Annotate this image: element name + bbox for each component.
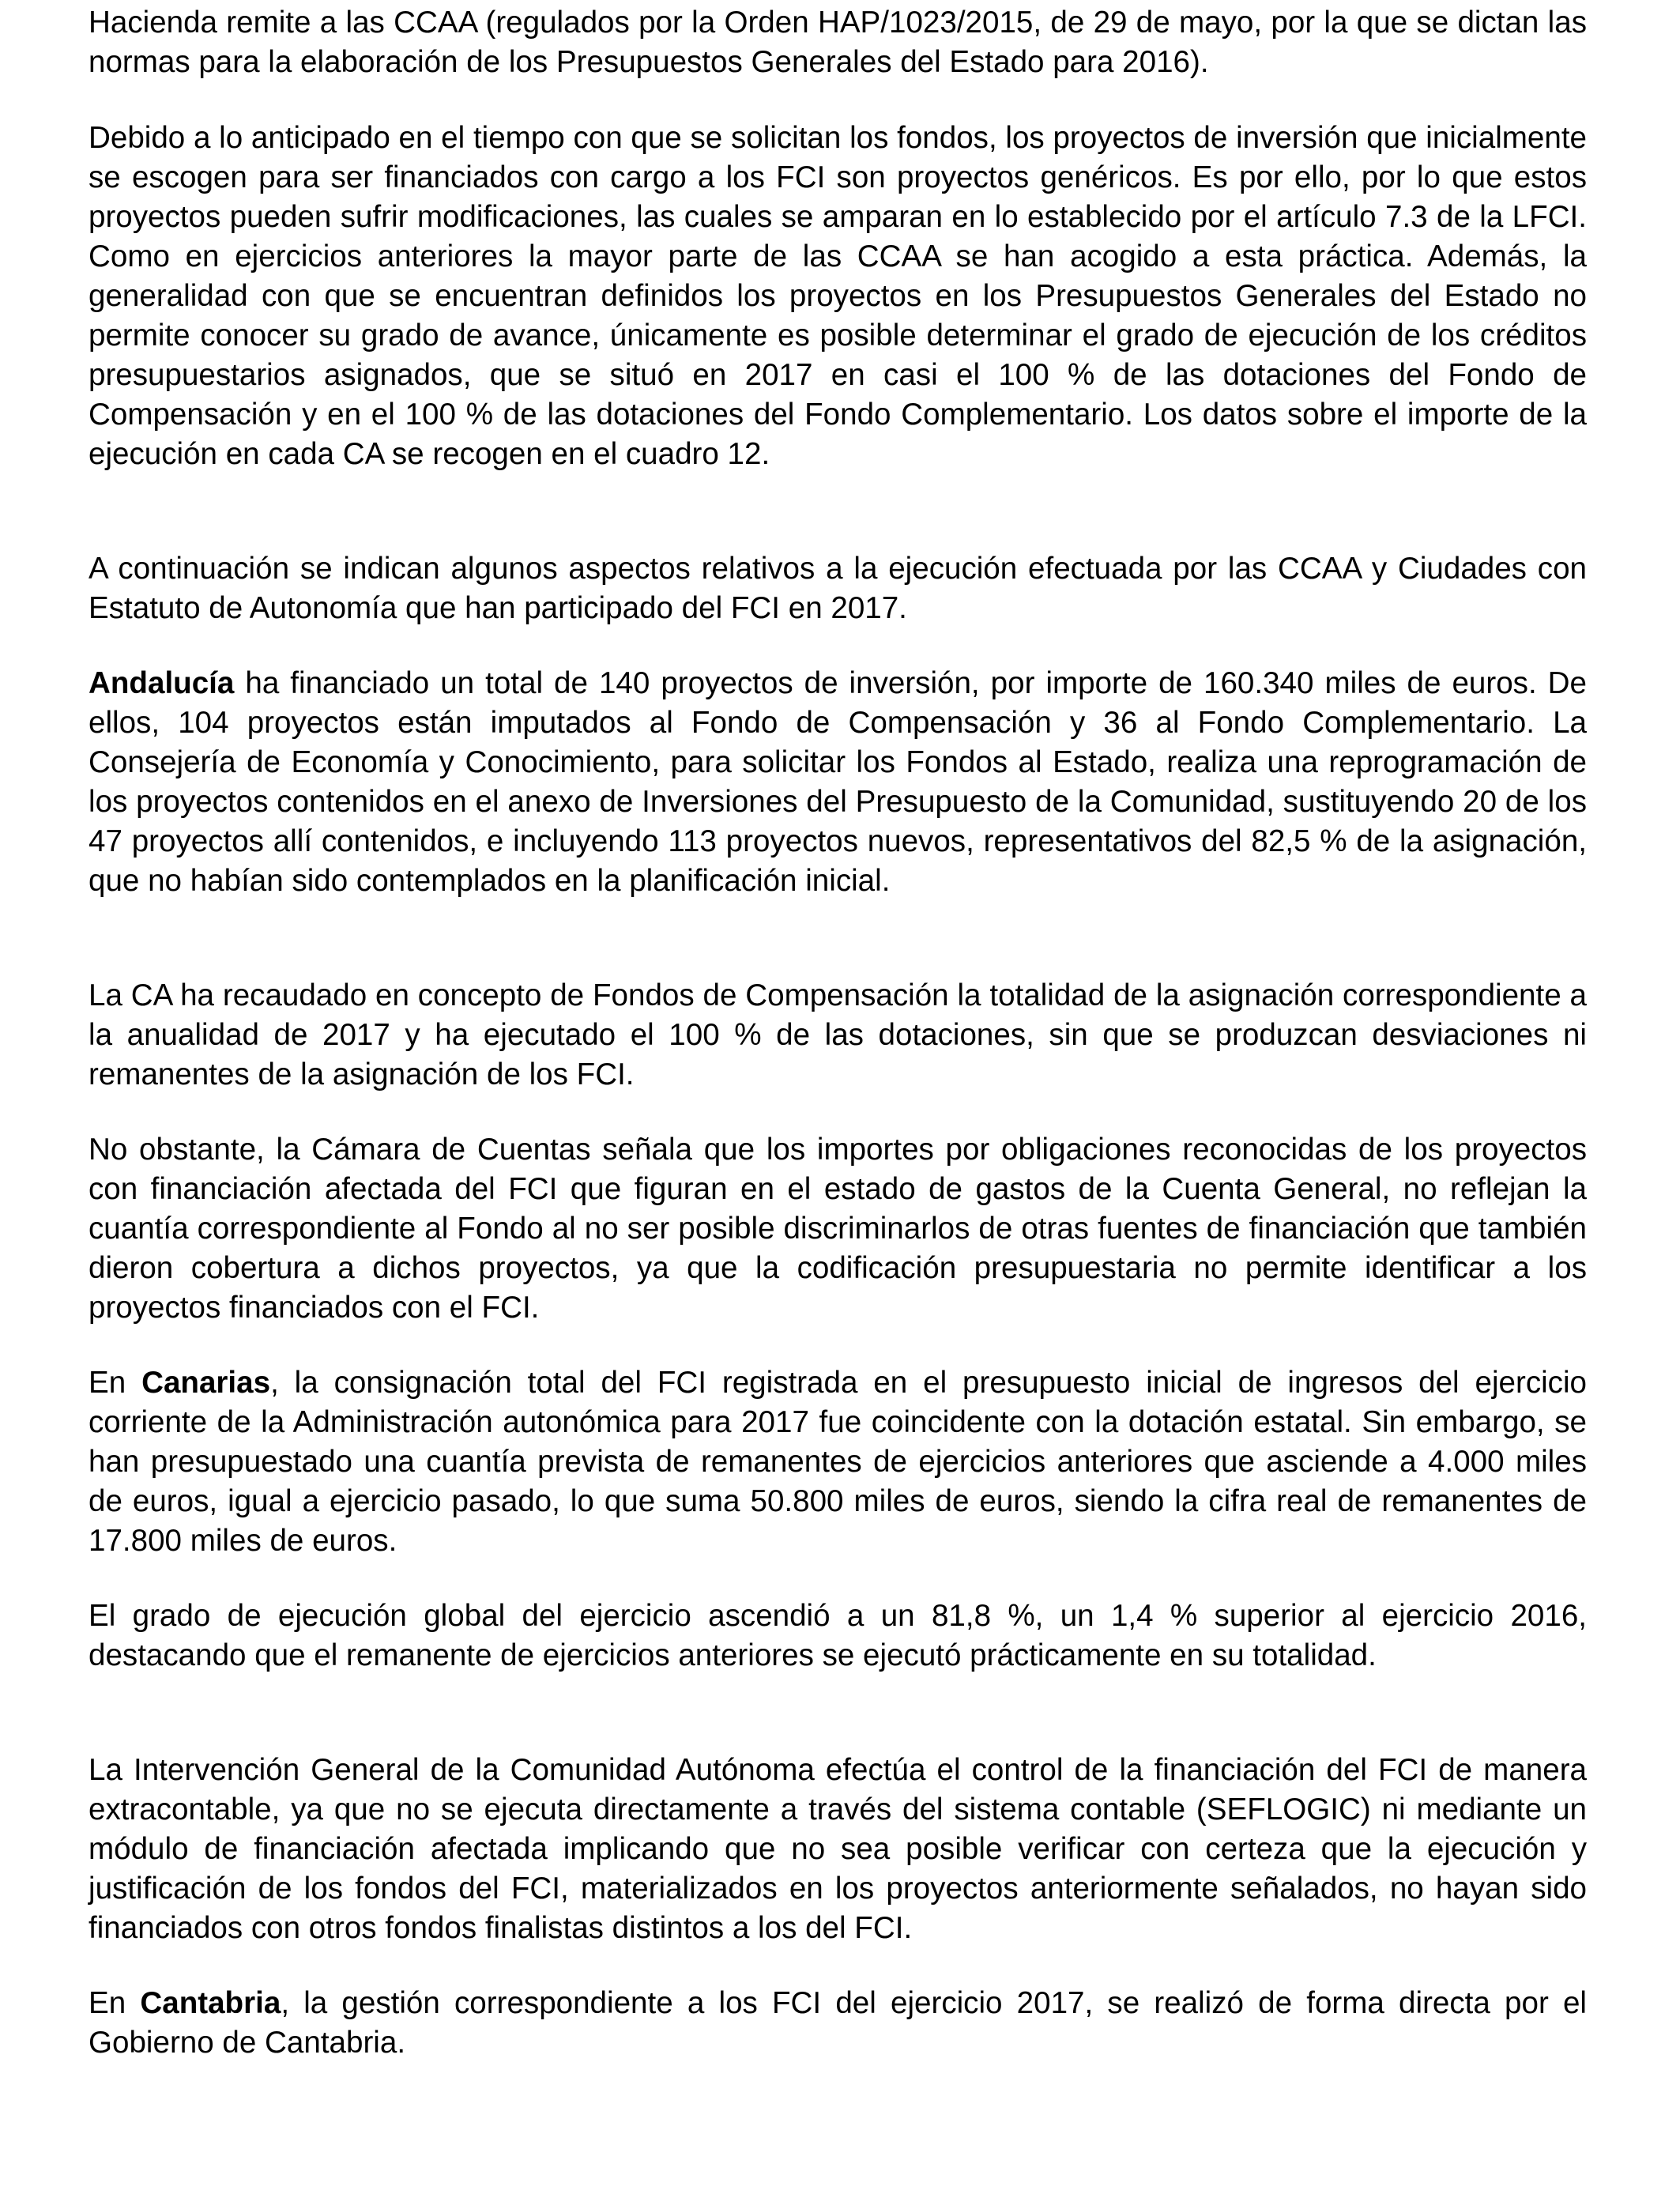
paragraph-text: La CA ha recaudado en concepto de Fondos de Compensación la totalidad de la asignación correspondiente a la anualidad de 2017 y ha ejecutado el 100 % de las dotaciones, sin que se produzcan desviaciones ni remanentes de la asignación de los FCI.	[89, 978, 1587, 1091]
paragraph-canarias	[89, 1363, 1587, 1561]
paragraph-text: La Intervención General de la Comunidad Autónoma efectúa el control de la financiación del FCI de manera extracontable, ya que no se ejecuta directamente a través del sistema contable (SEFLOGIC) ni mediante un módulo de financiación afectada implicando que no sea posible verificar con certeza que la ejecución y justificación de los fondos del FCI, materializados en los proyectos anteriormente señalados, no hayan sido financiados con otros fondos finalistas distintos a los del FCI.	[89, 1753, 1587, 1945]
paragraph	[89, 1751, 1587, 1948]
paragraph-text: A continuación se indican algunos aspectos relativos a la ejecución efectuada por las CCAA y Ciudades con Estatuto de Autonomía que han participado del FCI en 2017.	[89, 552, 1587, 625]
paragraph-prefix: En	[89, 1986, 141, 2020]
paragraph-text: El grado de ejecución global del ejercicio ascendió a un 81,8 %, un 1,4 % superior al ejercicio 2016, destacando que el remanente de ejercicios anteriores se ejecutó prácticamente en su totalidad.	[89, 1599, 1587, 1672]
paragraph	[89, 976, 1587, 1095]
paragraph-text: ha financiado un total de 140 proyectos de inversión, por importe de 160.340 miles de euros. De ellos, 104 proyectos están imputados al Fondo de Compensación y 36 al Fondo Complementario. La Consejería de Economía y Conocimiento, para solicitar los Fondos al Estado, realiza una reprogramación de los proyectos contenidos en el anexo de Inversiones del Presupuesto de la Comunidad, sustituyendo 20 de los 47 proyectos allí contenidos, e incluyendo 113 proyectos nuevos, representativos del 82,5 % de la asignación, que no habían sido contemplados en la planificación inicial.	[89, 666, 1587, 898]
paragraph-text: , la gestión correspondiente a los FCI del ejercicio 2017, se realizó de forma directa por el Gobierno de Cantabria.	[89, 1986, 1588, 2060]
paragraph-text: No obstante, la Cámara de Cuentas señala que los importes por obligaciones reconocidas de los proyectos con financiación afectada del FCI que figuran en el estado de gastos de la Cuenta General, no reflejan la cuantía correspondiente al Fondo al no ser posible discriminarlos de otras fuentes de financiación que también dieron cobertura a dichos proyectos, ya que la codificación presupuestaria no permite identificar a los proyectos financiados con el FCI.	[89, 1133, 1587, 1325]
paragraph-text: , la consignación total del FCI registrada en el presupuesto inicial de ingresos del ejercicio corriente de la Administración autonómica para 2017 fue coincidente con la dotación estatal. Sin embargo, se han presupuestado una cuantía prevista de remanentes de ejercicios anteriores que asciende a 4.000 miles de euros, igual a ejercicio pasado, lo que suma 50.800 miles de euros, siendo la cifra real de remanentes de 17.800 miles de euros.	[89, 1366, 1587, 1558]
paragraph-andalucia	[89, 664, 1587, 901]
paragraph-text: Hacienda remite a las CCAA (regulados por la Orden HAP/1023/2015, de 29 de mayo, por la que se dictan las normas para la elaboración de los Presupuestos Generales del Estado para 2016).	[89, 6, 1587, 79]
paragraph-cantabria	[89, 1984, 1587, 2063]
region-name-bold: Cantabria	[140, 1986, 281, 2020]
paragraph	[89, 1130, 1587, 1328]
paragraph	[89, 119, 1587, 474]
paragraph	[89, 549, 1587, 628]
paragraph-prefix: En	[89, 1366, 142, 1400]
paragraph	[89, 3, 1587, 82]
paragraph	[89, 1596, 1587, 1676]
region-name-bold: Canarias	[141, 1366, 271, 1400]
paragraph-text: Debido a lo anticipado en el tiempo con que se solicitan los fondos, los proyectos de inversión que inicialmente se escogen para ser financiados con cargo a los FCI son proyectos genéricos. Es por ello, por lo que estos proyectos pueden sufrir modificaciones, las cuales se amparan en lo establecido por el artículo 7.3 de la LFCI. Como en ejercicios anteriores la mayor parte de las CCAA se han acogido a esta práctica. Además, la generalidad con que se encuentran definidos los proyectos en los Presupuestos Generales del Estado no permite conocer su grado de avance, únicamente es posible determinar el grado de ejecución de los créditos presupuestarios asignados, que se situó en 2017 en casi el 100 % de las dotaciones del Fondo de Compensación y en el 100 % de las dotaciones del Fondo Complementario. Los datos sobre el importe de la ejecución en cada CA se recogen en el cuadro 12.	[89, 121, 1587, 471]
region-name-bold: Andalucía	[89, 666, 235, 700]
